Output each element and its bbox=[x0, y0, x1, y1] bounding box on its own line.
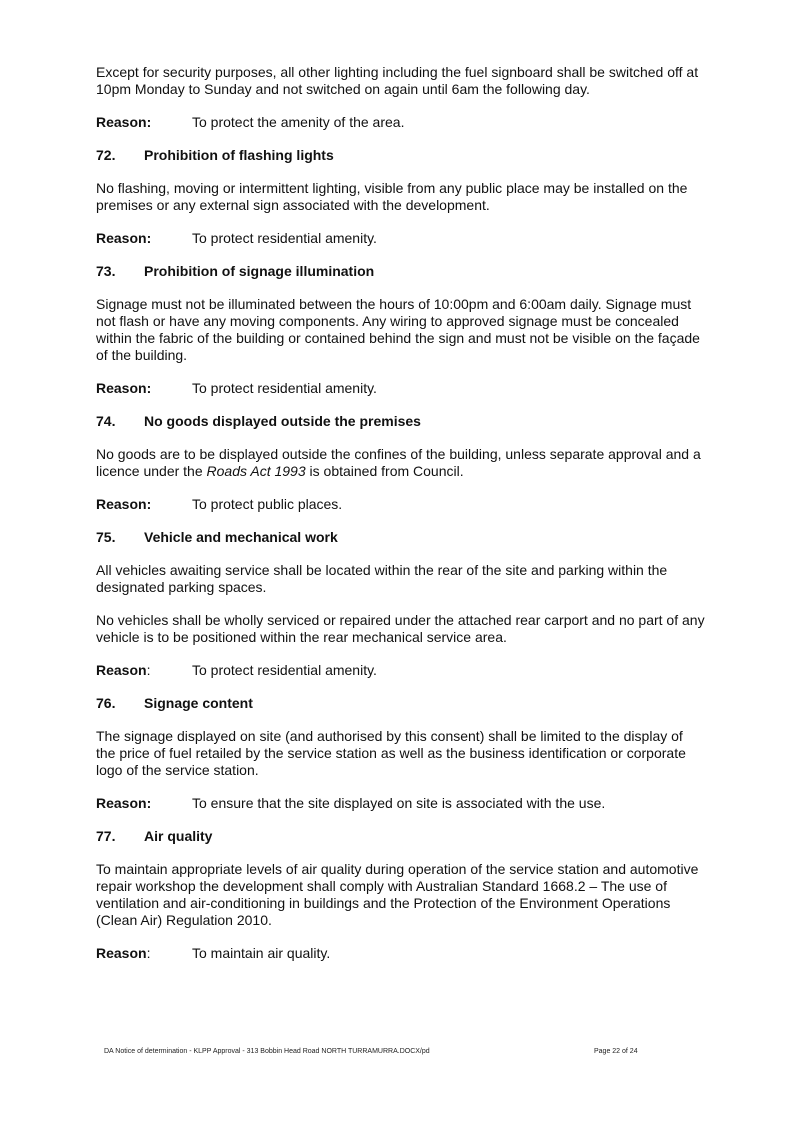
section-paragraph: The signage displayed on site (and authorised by this consent) shall be limited to the display of the price of fuel retailed by the service station as well as the business identification or corporate logo of the service station. bbox=[96, 728, 686, 778]
section-title: Air quality bbox=[144, 828, 213, 844]
section-number: 75. bbox=[96, 529, 116, 545]
section-paragraph: To maintain appropriate levels of air quality during operation of the service station and automotive repair workshop the development shall comply with Australian Standard 1668.2 – The use of ventilation and air-conditioning in buildings and the Protection of the Environment Operations (Clean Air) Regulation 2010. bbox=[96, 861, 699, 928]
reason-label: Reason: bbox=[96, 230, 152, 246]
section-reason bbox=[96, 795, 706, 812]
section-title: Vehicle and mechanical work bbox=[144, 529, 338, 545]
reason-label: Reason: bbox=[96, 945, 151, 961]
section-heading-75 bbox=[96, 529, 706, 546]
reason-text: To ensure that the site displayed on site is associated with the use. bbox=[192, 795, 606, 811]
reason-label: Reason: bbox=[96, 380, 152, 396]
section-title: Prohibition of signage illumination bbox=[144, 263, 375, 279]
reason-label: Reason: bbox=[96, 795, 152, 811]
intro-paragraph: Except for security purposes, all other lighting including the fuel signboard shall be switched off at 10pm Monday to Sunday and not switched on again until 6am the following day. bbox=[96, 64, 699, 97]
section-number: 77. bbox=[96, 828, 116, 844]
reason-label: Reason: bbox=[96, 114, 152, 130]
section-paragraph: Signage must not be illuminated between the hours of 10:00pm and 6:00am daily. Signage must not flash or have any moving components. Any wiring to approved signage must be concealed within the fabric of the building or contained behind the sign and must not be visible on the façade of the building. bbox=[96, 296, 700, 363]
section-number: 73. bbox=[96, 263, 116, 279]
section-reason bbox=[96, 230, 706, 247]
section-number: 72. bbox=[96, 147, 116, 163]
reason-text: To protect public places. bbox=[192, 496, 343, 512]
section-heading-76 bbox=[96, 695, 706, 712]
section-title: No goods displayed outside the premises bbox=[144, 413, 421, 429]
document-page bbox=[96, 64, 706, 978]
section-reason bbox=[96, 945, 706, 962]
section-number: 76. bbox=[96, 695, 116, 711]
section-paragraph: All vehicles awaiting service shall be located within the rear of the site and parking within the designated parking spaces. bbox=[96, 562, 668, 595]
section-reason bbox=[96, 496, 706, 513]
section-reason bbox=[96, 662, 706, 679]
section-paragraph: No vehicles shall be wholly serviced or repaired under the attached rear carport and no part of any vehicle is to be positioned within the rear mechanical service area. bbox=[96, 612, 705, 645]
section-number: 74. bbox=[96, 413, 116, 429]
act-title: Roads Act 1993 bbox=[206, 463, 306, 479]
reason-text: To protect residential amenity. bbox=[192, 230, 377, 246]
reason-text: To protect the amenity of the area. bbox=[192, 114, 405, 130]
section-heading-73 bbox=[96, 263, 706, 280]
footer-page-number: Page 22 of 24 bbox=[594, 1048, 638, 1055]
section-title: Signage content bbox=[144, 695, 253, 711]
reason-label: Reason: bbox=[96, 496, 152, 512]
section-heading-74 bbox=[96, 413, 706, 430]
footer-document-reference: DA Notice of determination - KLPP Approval - 313 Bobbin Head Road NORTH TURRAMURRA.DOCX/pd bbox=[104, 1048, 430, 1055]
intro-reason bbox=[96, 114, 706, 131]
section-heading-72 bbox=[96, 147, 706, 164]
section-heading-77 bbox=[96, 828, 706, 845]
reason-text: To protect residential amenity. bbox=[192, 380, 377, 396]
section-title: Prohibition of flashing lights bbox=[144, 147, 334, 163]
section-paragraph: No flashing, moving or intermittent lighting, visible from any public place may be installed on the premises or any external sign associated with the development. bbox=[96, 180, 688, 213]
section-paragraph: No goods are to be displayed outside the confines of the building, unless separate approval and a licence under the Roads Act 1993 is obtained from Council. bbox=[96, 446, 701, 479]
reason-text: To maintain air quality. bbox=[192, 945, 331, 961]
reason-label: Reason: bbox=[96, 662, 151, 678]
reason-text: To protect residential amenity. bbox=[192, 662, 377, 678]
section-reason bbox=[96, 380, 706, 397]
